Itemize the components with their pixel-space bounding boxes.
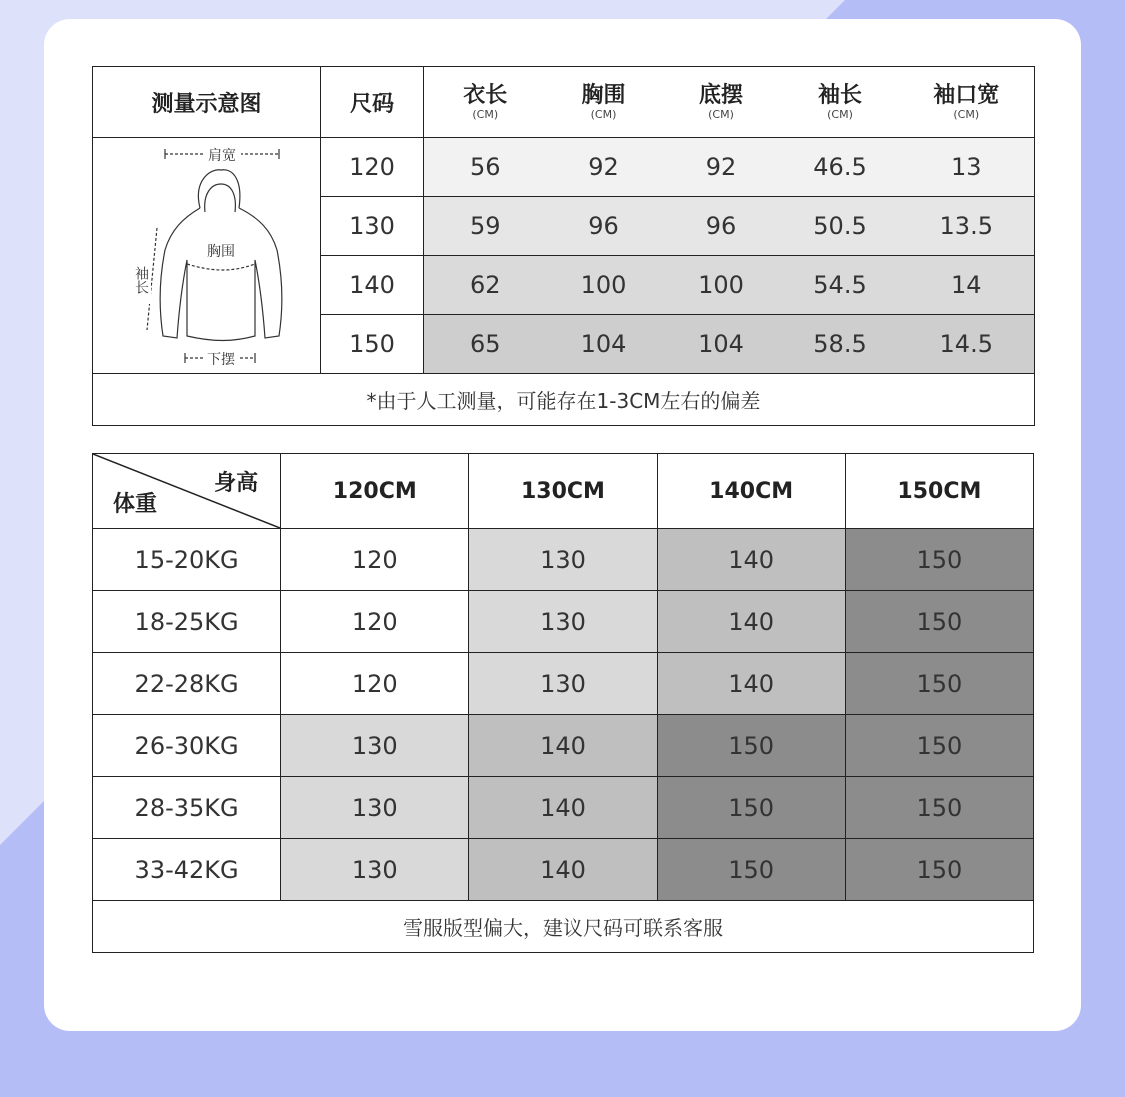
sleeve-cell: 58.5 bbox=[782, 315, 899, 374]
hem-label: 下摆 bbox=[207, 351, 235, 368]
size-recommendation-table bbox=[92, 453, 1034, 953]
header-length: 衣长 (CM) bbox=[424, 67, 547, 138]
height-header: 120CM bbox=[281, 454, 469, 529]
weight-corner-label: 体重 bbox=[113, 492, 158, 517]
sleeve-cell: 46.5 bbox=[782, 138, 899, 197]
recommended-size-cell: 150 bbox=[845, 591, 1033, 653]
header-sleeve: 袖长 (CM) bbox=[782, 67, 899, 138]
recommended-size-cell: 130 bbox=[281, 777, 469, 839]
header-chest: 胸围 (CM) bbox=[547, 67, 661, 138]
recommended-size-cell: 130 bbox=[469, 591, 657, 653]
recommended-size-cell: 150 bbox=[657, 839, 845, 901]
recommended-size-cell: 150 bbox=[657, 777, 845, 839]
weight-cell: 22-28KG bbox=[93, 653, 281, 715]
chest-label: 胸围 bbox=[207, 243, 235, 260]
weight-row bbox=[93, 653, 1034, 715]
weight-row bbox=[93, 529, 1034, 591]
recommended-size-cell: 150 bbox=[845, 715, 1033, 777]
header-diagram: 测量示意图 bbox=[93, 67, 321, 138]
weight-cell: 26-30KG bbox=[93, 715, 281, 777]
cuff-cell: 13 bbox=[899, 138, 1035, 197]
sleeve-cell: 50.5 bbox=[782, 197, 899, 256]
size-cell: 150 bbox=[321, 315, 424, 374]
length-cell: 62 bbox=[424, 256, 547, 315]
recommended-size-cell: 130 bbox=[281, 715, 469, 777]
header-cuff: 袖口宽 (CM) bbox=[899, 67, 1035, 138]
cuff-cell: 14.5 bbox=[899, 315, 1035, 374]
weight-cell: 18-25KG bbox=[93, 591, 281, 653]
recommended-size-cell: 150 bbox=[845, 529, 1033, 591]
weight-row bbox=[93, 715, 1034, 777]
size-cell: 140 bbox=[321, 256, 424, 315]
chest-cell: 96 bbox=[547, 197, 661, 256]
length-cell: 59 bbox=[424, 197, 547, 256]
recommended-size-cell: 140 bbox=[657, 529, 845, 591]
chest-cell: 100 bbox=[547, 256, 661, 315]
hem-cell: 92 bbox=[661, 138, 782, 197]
recommended-size-cell: 150 bbox=[845, 653, 1033, 715]
size-cell: 130 bbox=[321, 197, 424, 256]
weight-cell: 33-42KG bbox=[93, 839, 281, 901]
size-cell: 120 bbox=[321, 138, 424, 197]
recommended-size-cell: 120 bbox=[281, 529, 469, 591]
weight-row bbox=[93, 777, 1034, 839]
hem-cell: 104 bbox=[661, 315, 782, 374]
cuff-cell: 13.5 bbox=[899, 197, 1035, 256]
measurement-diagram bbox=[93, 138, 321, 374]
height-corner-label: 身高 bbox=[214, 471, 259, 496]
recommended-size-cell: 140 bbox=[657, 591, 845, 653]
size-measurement-table bbox=[92, 66, 1035, 426]
height-header: 130CM bbox=[469, 454, 657, 529]
fit-note: 雪服版型偏大，建议尺码可联系客服 bbox=[93, 901, 1034, 953]
recommended-size-cell: 130 bbox=[281, 839, 469, 901]
sleeve-label: 袖长 bbox=[133, 265, 149, 294]
sleeve-cell: 54.5 bbox=[782, 256, 899, 315]
height-header: 150CM bbox=[845, 454, 1033, 529]
recommended-size-cell: 120 bbox=[281, 653, 469, 715]
size-row bbox=[93, 138, 1035, 197]
recommended-size-cell: 130 bbox=[469, 529, 657, 591]
weight-cell: 15-20KG bbox=[93, 529, 281, 591]
chest-cell: 104 bbox=[547, 315, 661, 374]
jacket-diagram-icon bbox=[93, 140, 319, 372]
corner-cell bbox=[93, 454, 281, 529]
hem-cell: 100 bbox=[661, 256, 782, 315]
recommended-size-cell: 150 bbox=[845, 839, 1033, 901]
recommended-size-cell: 150 bbox=[845, 777, 1033, 839]
weight-row bbox=[93, 591, 1034, 653]
weight-row bbox=[93, 839, 1034, 901]
shoulder-label: 肩宽 bbox=[208, 147, 236, 164]
recommended-size-cell: 140 bbox=[469, 839, 657, 901]
height-header: 140CM bbox=[657, 454, 845, 529]
hem-cell: 96 bbox=[661, 197, 782, 256]
measurement-note: *由于人工测量，可能存在1-3CM左右的偏差 bbox=[93, 374, 1035, 426]
header-hem: 底摆 (CM) bbox=[661, 67, 782, 138]
size-table-header bbox=[93, 67, 1035, 138]
recommend-header bbox=[93, 454, 1034, 529]
chest-cell: 92 bbox=[547, 138, 661, 197]
recommended-size-cell: 140 bbox=[469, 715, 657, 777]
recommended-size-cell: 140 bbox=[469, 777, 657, 839]
recommended-size-cell: 130 bbox=[469, 653, 657, 715]
length-cell: 65 bbox=[424, 315, 547, 374]
header-size: 尺码 bbox=[321, 67, 424, 138]
recommended-size-cell: 120 bbox=[281, 591, 469, 653]
recommended-size-cell: 140 bbox=[657, 653, 845, 715]
recommended-size-cell: 150 bbox=[657, 715, 845, 777]
weight-cell: 28-35KG bbox=[93, 777, 281, 839]
length-cell: 56 bbox=[424, 138, 547, 197]
cuff-cell: 14 bbox=[899, 256, 1035, 315]
